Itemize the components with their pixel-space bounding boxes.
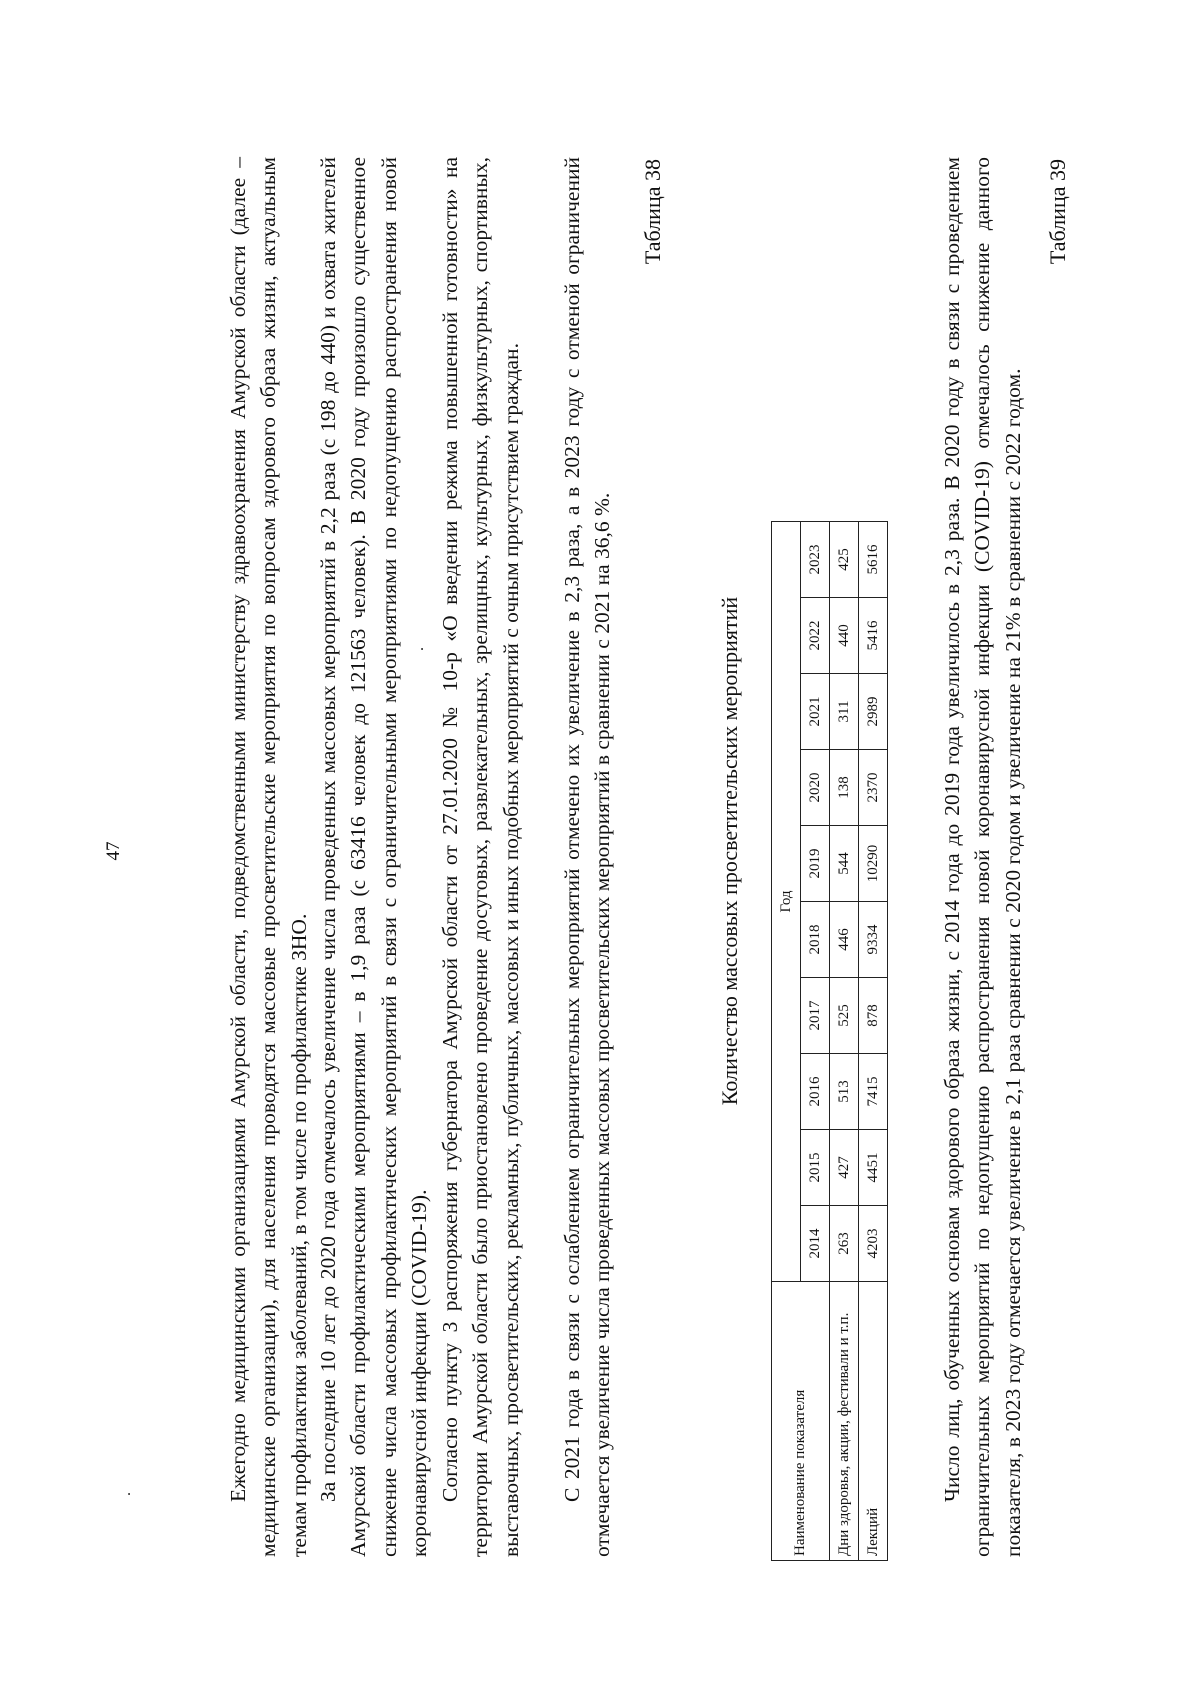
table-38 xyxy=(771,521,888,1561)
paragraph-decree: Согласно пункту 3 распоряжения губернатора Амурской области от 27.01.2020 № 10-р «О введении режима повышенной готовности» на территории Амурской области было приостановлено проведение досуговых, развлекательных, зрелищных, культурных, физкультурных, спортивных, выставочных, просветительских, рекламных, публичных, массовых и иных подобных мероприятий с очным присутствием граждан. xyxy=(437,157,523,1557)
table-cell: 263 xyxy=(830,1206,859,1282)
year-header-cell: 2023 xyxy=(801,522,830,598)
table-cell: 5616 xyxy=(859,522,888,598)
year-header-cell: 2020 xyxy=(801,750,830,826)
table-cell: 425 xyxy=(830,522,859,598)
table-cell: 440 xyxy=(830,598,859,674)
header-year-group: Год xyxy=(772,522,801,1282)
year-header-cell: 2017 xyxy=(801,978,830,1054)
paragraph-trend: За последние 10 лет до 2020 года отмечалось увеличение числа проведенных массовых мероприятий в 2,2 раза (с 198 до 440) и охвата жителей Амурской области профилактическими мероприятиями – в 1,9 раза (с 63416 человек до 121563 человек). В 2020 году произошло существенное снижение числа массовых профилактических мероприятий в связи с ограничительными мероприятиями по недопущению распространения новой коронавирусной инфекции (COVID-19). xyxy=(315,157,431,1557)
year-header-cell: 2021 xyxy=(801,674,830,750)
document-page xyxy=(95,111,1105,1591)
paragraph-intro: Ежегодно медицинскими организациями Амурской области, подведомственными министерству здравоохранения Амурской области (далее – медицинские организации), для населения проводятся массовые просветительские мероприятия по вопросам здорового образа жизни, актуальным темам профилактики заболеваний, в том числе по профилактике ЗНО. xyxy=(225,157,311,1557)
table-39-label: Таблица 39 xyxy=(1045,159,1070,265)
table-cell: 2370 xyxy=(859,750,888,826)
table-cell: 4203 xyxy=(859,1206,888,1282)
page-number: 47 xyxy=(103,841,124,861)
year-header-cell: 2022 xyxy=(801,598,830,674)
table-38-label: Таблица 38 xyxy=(640,159,665,265)
header-indicator-name: Наименование показателя xyxy=(772,1282,830,1561)
year-header-cell: 2016 xyxy=(801,1054,830,1130)
table-cell: 311 xyxy=(830,674,859,750)
table-cell: 138 xyxy=(830,750,859,826)
table-row xyxy=(830,522,859,1561)
row-label: Лекций xyxy=(859,1282,888,1561)
table-cell: 446 xyxy=(830,902,859,978)
table-cell: 9334 xyxy=(859,902,888,978)
table-header-row xyxy=(772,522,801,1561)
table-cell: 2989 xyxy=(859,674,888,750)
year-header-cell: 2014 xyxy=(801,1206,830,1282)
table-cell: 878 xyxy=(859,978,888,1054)
table-cell: 5416 xyxy=(859,598,888,674)
year-header-cell: 2019 xyxy=(801,826,830,902)
table-cell: 427 xyxy=(830,1130,859,1206)
table-cell: 4451 xyxy=(859,1130,888,1206)
table-cell: 544 xyxy=(830,826,859,902)
year-header-cell: 2015 xyxy=(801,1130,830,1206)
table-row xyxy=(859,522,888,1561)
table-cell: 525 xyxy=(830,978,859,1054)
table-cell: 10290 xyxy=(859,826,888,902)
scan-speck: . xyxy=(117,1492,134,1496)
scan-speck: . xyxy=(410,647,427,651)
paragraph-training: Число лиц, обученных основам здорового образа жизни, с 2014 года до 2019 года увеличилось в 2,3 раза. В 2020 году в связи с проведением ограничительных мероприятий по недопущению распространения новой коронавирусной инфекции (COVID-19) отмечалось снижение данного показателя, в 2023 году отмечается увеличение в 2,1 раза сравнении с 2020 годом и увеличение на 21% в сравнении с 2022 годом. xyxy=(939,157,1025,1557)
table-cell: 7415 xyxy=(859,1054,888,1130)
row-label: Дни здоровья, акции, фестивали и т.п. xyxy=(830,1282,859,1561)
table-cell: 513 xyxy=(830,1054,859,1130)
table-38-title: Количество массовых просветительских мероприятий xyxy=(717,596,742,1106)
paragraph-recovery: С 2021 года в связи с ослаблением ограничительных мероприятий отмечено их увеличение в 2,3 раза, а в 2023 году с отменой ограничений отмечается увеличение числа проведенных массовых просветительских мероприятий в сравнении с 2021 на 36,6 %. xyxy=(559,157,614,1557)
year-header-cell: 2018 xyxy=(801,902,830,978)
